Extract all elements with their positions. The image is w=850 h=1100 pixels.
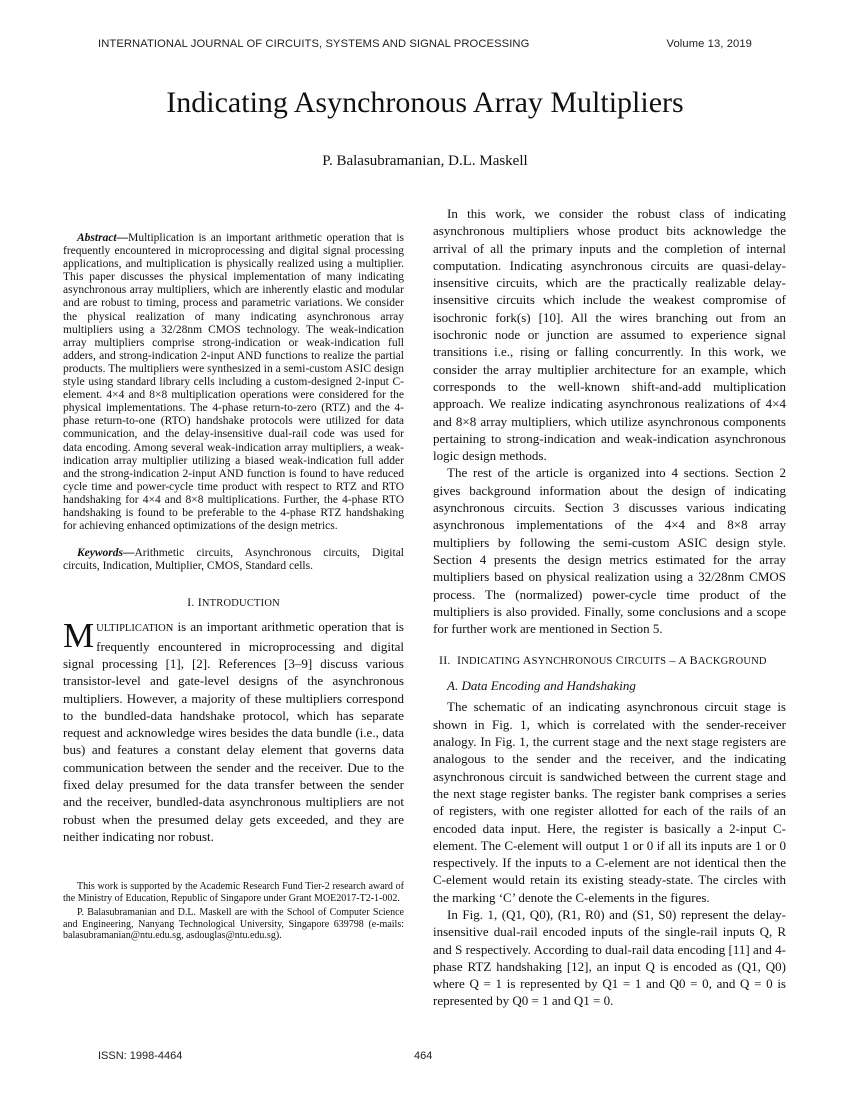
subsection-heading-data-encoding: A. Data Encoding and Handshaking: [447, 678, 636, 694]
intro-text: is an important arithmetic operation that is frequently encountered in microprocessing and digital signal processing [1], [2]. References [3–9] discuss various transistor-level and gate-level designs of the asynchronous multipliers. However, a majority of these multipliers correspond to the bundled-data handshake protocol, which has separate request and acknowledge wires besides the data bundle (i.e., data bus) and features a constant delay element that governs data communication between the sender and the receiver. Due to the fixed delay presumed for the data transfer between the sender and the receiver, bundled-data asynchronous multipliers are not robust when the presumed delay gets exceeded, and they are neither indicating nor robust.: [63, 619, 404, 844]
heading-initial: C: [615, 653, 624, 668]
abstract-text: Multiplication is an important arithmetic operation that is frequently encountered in microprocessing and digital signal processing applications, and multiplication is physically realized using a multiplier. This paper discusses the physical implementation of many indicating asynchronous array multipliers, which are inherently elastic and modular and are robust to timing, process and parametric variations. We consider the physical realization of many indicating asynchronous array multipliers using a 32/28nm CMOS technology. The weak-indication array multipliers comprise strong-indication or weak-indication full adders, and strong-indication 2-input AND functions to realize the partial products. The multipliers were synthesized in a semi-custom ASIC design style using standard library cells including a custom-designed 2-input C-element. 4×4 and 8×8 multiplication operations were considered for the physical implementations. The 4-phase return-to-zero (RTZ) and the 4-phase return-to-one (RTO) handshake protocols were utilized for data communication, and the delay-insensitive dual-rail code was used for data encoding. Among several weak-indication array multipliers, a weak-indication array multiplier utilizing a biased weak-indication full adder and the strong-indication 2-input AND function is found to have reduced cycle time and power-cycle time product with respect to RTZ and RTO handshaking for 4×4 and 8×8 multiplications. Further, the 4-phase RTO handshaking is found to be preferable to the 4-phase RTZ handshaking for achieving enhanced optimizations of the design metrics.: [63, 232, 404, 533]
section-numeral: I.: [187, 595, 195, 610]
body-paragraph-1: In this work, we consider the robust class of indicating asynchronous multipliers whose product bits acknowledge the arrival of all the primary inputs and the completion of internal computation. Indicating asynchronous circuits are quasi-delay-insensitive circuits, which are the practically realizable delay-insensitive circuits which include the weakest compromise of isochronic fork(s) [10]. All the wires branching out from an isochronic node or junction are assumed to experience signal transitions i.e., rising or falling concurrently. In this work, we consider the array multiplier architecture for an example, which corresponds to the well-known shift-and-add multiplication approach. We realize indicating asynchronous realizations of 4×4 and 8×8 array multipliers, which utilize asynchronous components pertaining to strong-indication and weak-indication asynchronous logic design methods.: [433, 206, 786, 464]
heading-rest: SYNCHRONOUS: [531, 656, 613, 668]
section-numeral: II.: [439, 653, 451, 668]
right-column: [433, 205, 786, 1010]
body-paragraph-2: The rest of the article is organized into 4 sections. Section 2 gives background information about the design of indicating asynchronous circuits. Section 3 discusses various indicating asynchronous implementations of the 4×4 and 8×8 array multipliers by following the semi-custom ASIC design style. Section 4 presents the design metrics estimated for the array multipliers based on physical realization using a 32/28nm CMOS process. The (normalized) power-cycle time product of the multipliers is also provided. Finally, some conclusions and a scope for further work are mentioned in Section 5.: [433, 465, 786, 637]
keywords-paragraph: [63, 547, 404, 573]
footnote-affiliation: P. Balasubramanian and D.L. Maskell are with the School of Computer Science and Engineering, Nanyang Technological University, Singapore 639798 (e-mails: balasubramanian@ntu.edu.sg, asdouglas@ntu.edu.sg).: [63, 906, 404, 942]
paper-authors: P. Balasubramanian, D.L. Maskell: [322, 153, 528, 169]
keywords-label: Keywords—: [77, 547, 135, 560]
section-heading-introduction: [63, 595, 404, 610]
intro-paragraph: [63, 618, 404, 845]
paper-title: Indicating Asynchronous Array Multipliers: [166, 86, 684, 119]
footnotes: [63, 881, 404, 942]
volume-label: Volume 13, 2019: [666, 38, 752, 50]
heading-dash: –: [669, 653, 676, 668]
issn-label: ISSN: 1998-4464: [98, 1050, 183, 1062]
section-heading-rest: NTRODUCTION: [201, 598, 280, 610]
body-paragraph-4: In Fig. 1, (Q1, Q0), (R1, R0) and (S1, S0) represent the delay-insensitive dual-rail encoded inputs of the single-rail inputs Q, R and S respectively. According to dual-rail data encoding [11] and 4-phase RTZ handshaking [12], an input Q is encoded as (Q1, Q0) where Q = 1 is represented by Q1 = 1 and Q0 = 0, and Q = 0 is represented by Q0 = 1 and Q1 = 0.: [433, 906, 786, 1009]
abstract-label: Abstract—: [77, 232, 129, 244]
drop-cap: M: [63, 616, 95, 656]
keywords-text: Arithmetic circuits, Asynchronous circuits, Digital circuits, Indication, Multiplier, CMOS, Standard cells.: [63, 547, 404, 573]
heading-rest: NDICATING: [461, 656, 521, 668]
body-paragraph-3: The schematic of an indicating asynchronous circuit stage is shown in Fig. 1, which is correlated with the sender-receiver analogy. In Fig. 1, the current stage and the next stage registers are analogous to the sender and the receiver, and the indicating asynchronous circuit is sandwiched between the current stage and the next stage register banks. The register bank comprises a series of registers, with one register allotted for each of the rails of an encoded data input. Here, the register is basically a 2-input C-element. The C-element will output 1 or 0 if all its inputs are 1 or 0 respectively. If the inputs to a C-element are not identical then the C-element would retain its existing steady-state. The circles with the marking ‘C’ denote the C-elements in the figures.: [433, 699, 786, 905]
section-heading-background: [439, 653, 786, 668]
heading-rest: IRCUITS: [623, 656, 667, 668]
heading-initial: A: [678, 653, 687, 668]
heading-initial: B: [689, 653, 698, 668]
heading-rest: ACKGROUND: [697, 656, 767, 668]
heading-initial: A: [522, 653, 532, 668]
page-number: 464: [414, 1050, 433, 1062]
footnote-funding: This work is supported by the Academic Research Fund Tier-2 research award of the Ministry of Education, Republic of Singapore under Grant MOE2017-T2-1-002.: [63, 881, 404, 904]
drop-cap-word-rest: ULTIPLICATION: [96, 623, 174, 635]
abstract-paragraph: [63, 232, 404, 533]
section-heading-initial: I: [197, 595, 202, 610]
journal-name: INTERNATIONAL JOURNAL OF CIRCUITS, SYSTEMS AND SIGNAL PROCESSING: [98, 38, 530, 50]
left-column: [63, 205, 404, 944]
heading-initial: I: [457, 653, 462, 668]
